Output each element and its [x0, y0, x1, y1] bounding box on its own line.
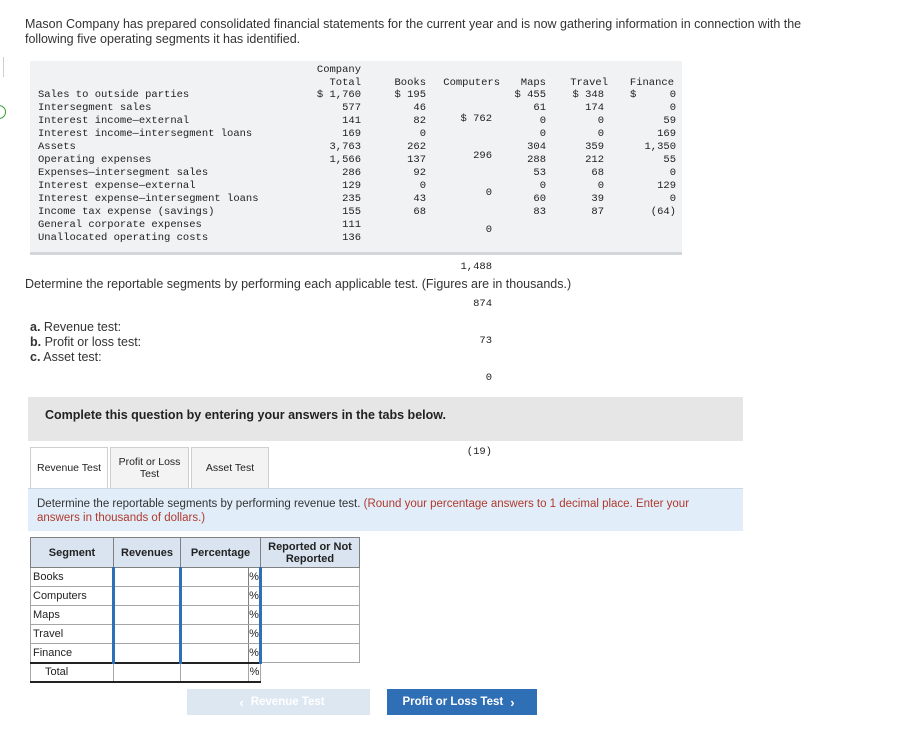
tab-revenue-test[interactable]: [30, 447, 108, 489]
cell: 0: [539, 115, 546, 127]
question-prompt: Determine the reportable segments by performing each applicable test. (Figures are in thousands.): [25, 277, 572, 291]
row-label: Unallocated operating costs: [38, 232, 209, 244]
cell: 3,763: [329, 141, 361, 153]
cell: 0: [419, 180, 426, 192]
percentage-input[interactable]: [181, 568, 249, 587]
cell: 169: [657, 128, 676, 140]
revenues-input[interactable]: [114, 568, 181, 587]
table-row: [31, 644, 360, 663]
table-row: [31, 587, 360, 606]
cell: 59: [663, 115, 676, 127]
header-line: Reported or Not: [268, 540, 352, 553]
part-text: Asset test:: [43, 350, 102, 364]
cell: 141: [342, 115, 361, 127]
cell: 0: [419, 128, 426, 140]
part-letter: c.: [30, 350, 41, 364]
cell: 286: [342, 167, 361, 179]
table-row: [31, 606, 360, 625]
reported-select[interactable]: [261, 568, 360, 587]
percentage-input-field[interactable]: [182, 587, 248, 605]
percentage-input[interactable]: [181, 587, 249, 606]
tab-label: Asset Test: [205, 462, 255, 474]
reported-select[interactable]: [261, 606, 360, 625]
part-a: [30, 320, 141, 335]
cell: 155: [342, 206, 361, 218]
instruction-banner: [28, 397, 743, 441]
cell: 0: [539, 128, 546, 140]
header-revenues: Revenues: [114, 538, 181, 568]
header-row: [31, 538, 360, 568]
company-total-column: [306, 89, 361, 245]
percent-sign: %: [249, 568, 261, 587]
part-text: Profit or loss test:: [44, 335, 142, 349]
intro-text: Mason Company has prepared consolidated financial statements for the current year and is now gathering information in connection with the following five operating segments it has identified.: [25, 17, 802, 46]
cell: 136: [342, 232, 361, 244]
cell: 577: [342, 102, 361, 114]
tab-label-line: Test: [139, 468, 160, 480]
prev-tab-button[interactable]: [187, 689, 370, 715]
part-text: Revenue test:: [43, 320, 122, 334]
total-row: [31, 663, 360, 682]
cell: 46: [413, 102, 426, 114]
header-line: Computers: [443, 77, 500, 89]
cell: 68: [413, 206, 426, 218]
cell: $: [630, 89, 637, 101]
reported-select[interactable]: [261, 644, 360, 663]
cell: 92: [413, 167, 426, 179]
instruction-note: (Round your percentage answers to 1 decimal place. Enter your answers in thousands of dollars.): [37, 498, 690, 524]
row-label: Assets: [38, 141, 76, 153]
cell: (19): [466, 446, 492, 458]
tab-profit-or-loss-test[interactable]: [110, 447, 189, 489]
revenues-input[interactable]: [114, 587, 181, 606]
total-revenues: [114, 663, 181, 682]
part-letter: a.: [30, 320, 41, 334]
percentage-input-field[interactable]: [182, 625, 248, 643]
cell: 129: [657, 180, 676, 192]
table-row: [31, 625, 360, 644]
cell: 0: [597, 180, 604, 192]
cell: 43: [413, 193, 426, 205]
cell: 1,488: [460, 261, 492, 273]
cell: $ 348: [572, 89, 604, 101]
cell: 288: [527, 154, 546, 166]
cell: 169: [342, 128, 361, 140]
revenues-input-field[interactable]: [115, 625, 179, 643]
percentage-input[interactable]: [181, 625, 249, 644]
tab-label: Revenue Test: [36, 462, 101, 474]
revenues-input-field[interactable]: [115, 587, 179, 605]
total-label: Total: [31, 663, 114, 682]
cell: 1,350: [644, 141, 676, 153]
row-label: Income tax expense (savings): [38, 206, 215, 218]
left-margin-marker: [0, 57, 10, 307]
question-parts: [30, 320, 141, 365]
header-line: Reported: [285, 552, 335, 565]
total-blank: [261, 663, 360, 682]
cell: 0: [669, 102, 676, 114]
cell: 61: [533, 102, 546, 114]
cell: 87: [591, 206, 604, 218]
chevron-right-icon: ›: [510, 694, 515, 710]
next-tab-button[interactable]: [387, 689, 537, 715]
row-label: Operating expenses: [38, 154, 152, 166]
header-line: Finance: [629, 77, 674, 89]
row-label: General corporate expenses: [38, 219, 202, 231]
cell: 212: [585, 154, 604, 166]
percentage-input-field[interactable]: [182, 606, 248, 624]
cell: 0: [669, 89, 676, 101]
progress-ring-icon: [0, 105, 6, 119]
segment-name: Computers: [31, 587, 114, 606]
table-row: [31, 568, 360, 587]
cell: 0: [539, 180, 546, 192]
cell: 0: [485, 187, 492, 199]
row-label: Interest expense—intersegment loans: [38, 193, 259, 205]
cell: 0: [669, 193, 676, 205]
cell: $ 455: [514, 89, 546, 101]
percent-sign: %: [249, 644, 261, 663]
cell: 53: [533, 167, 546, 179]
total-percentage: [181, 663, 249, 682]
cell: 235: [342, 193, 361, 205]
tab-label: [119, 456, 181, 480]
button-label: Revenue Test: [250, 696, 325, 708]
cell: 60: [533, 193, 546, 205]
reported-select[interactable]: [261, 625, 360, 644]
row-label: Interest income—external: [38, 115, 190, 127]
cell: 296: [473, 150, 492, 162]
margin-stub: [0, 57, 4, 77]
cell: 0: [597, 128, 604, 140]
cell: 174: [585, 102, 604, 114]
cell: 0: [485, 372, 492, 384]
cell: 39: [591, 193, 604, 205]
row-label: Intersegment sales: [38, 102, 152, 114]
cell: 359: [585, 141, 604, 153]
part-b: [30, 335, 141, 350]
header-line: Maps: [520, 77, 546, 89]
segment-name: Books: [31, 568, 114, 587]
segment-name: Finance: [31, 644, 114, 663]
cell: 0: [669, 167, 676, 179]
cell: $ 1,760: [316, 89, 361, 101]
row-labels: [38, 89, 259, 245]
cell: (64): [650, 206, 676, 218]
header-line: Total: [329, 77, 361, 89]
cell: 82: [413, 115, 426, 127]
row-label: Interest income—intersegment loans: [38, 128, 253, 140]
header-reported: [261, 538, 360, 568]
percent-sign: %: [249, 606, 261, 625]
part-c: [30, 350, 141, 365]
header-segment: Segment: [31, 538, 114, 568]
revenues-input-field[interactable]: [115, 568, 179, 586]
cell: 1,566: [329, 154, 361, 166]
tab-asset-test[interactable]: [191, 447, 269, 489]
percentage-input[interactable]: [181, 606, 249, 625]
revenues-input-field[interactable]: [115, 644, 179, 662]
percentage-input-field[interactable]: [182, 568, 248, 586]
percent-sign: %: [249, 587, 261, 606]
revenues-input[interactable]: [114, 625, 181, 644]
banner-text: Complete this question by entering your answers in the tabs below.: [45, 408, 446, 422]
cell: 55: [663, 154, 676, 166]
finance-column: [642, 89, 676, 219]
button-label: Profit or Loss Test: [402, 696, 504, 708]
percent-sign: %: [249, 625, 261, 644]
maps-column: [508, 89, 546, 219]
row-label: Interest expense—external: [38, 180, 196, 192]
tab-label-line: Profit or Loss: [118, 456, 181, 468]
revenues-input[interactable]: [114, 644, 181, 663]
header-company-total: [306, 64, 361, 90]
header-percentage: Percentage: [181, 538, 261, 568]
cell: 137: [407, 154, 426, 166]
finance-dollar-sign: [630, 89, 642, 102]
row-label: Expenses—intersegment sales: [38, 167, 209, 179]
revenues-input[interactable]: [114, 606, 181, 625]
cell: 304: [527, 141, 546, 153]
cell: 0: [485, 224, 492, 236]
cell: 262: [407, 141, 426, 153]
segment-name: Travel: [31, 625, 114, 644]
revenue-test-table: [30, 537, 360, 683]
percentage-input[interactable]: [181, 644, 249, 663]
header-line: Company: [316, 64, 361, 76]
tab-instructions: [28, 488, 743, 531]
reported-select[interactable]: [261, 587, 360, 606]
cell: 73: [479, 335, 492, 347]
header-line: Travel: [570, 77, 608, 89]
cell: 68: [591, 167, 604, 179]
cell: 111: [342, 219, 361, 231]
cell: 874: [473, 298, 492, 310]
percent-sign: %: [249, 663, 261, 682]
travel-column: [560, 89, 604, 219]
instruction-main: Determine the reportable segments by performing revenue test.: [37, 498, 361, 510]
header-line: Books: [394, 77, 426, 89]
revenues-input-field[interactable]: [115, 606, 179, 624]
chevron-left-icon: ‹: [239, 694, 244, 710]
cell: $ 762: [460, 113, 492, 125]
books-column: [384, 89, 426, 219]
row-label: Sales to outside parties: [38, 89, 190, 101]
cell: 83: [533, 206, 546, 218]
cell: 129: [342, 180, 361, 192]
segment-name: Maps: [31, 606, 114, 625]
percentage-input-field[interactable]: [182, 644, 248, 662]
cell: $ 195: [394, 89, 426, 101]
part-letter: b.: [30, 335, 42, 349]
cell: 0: [597, 115, 604, 127]
